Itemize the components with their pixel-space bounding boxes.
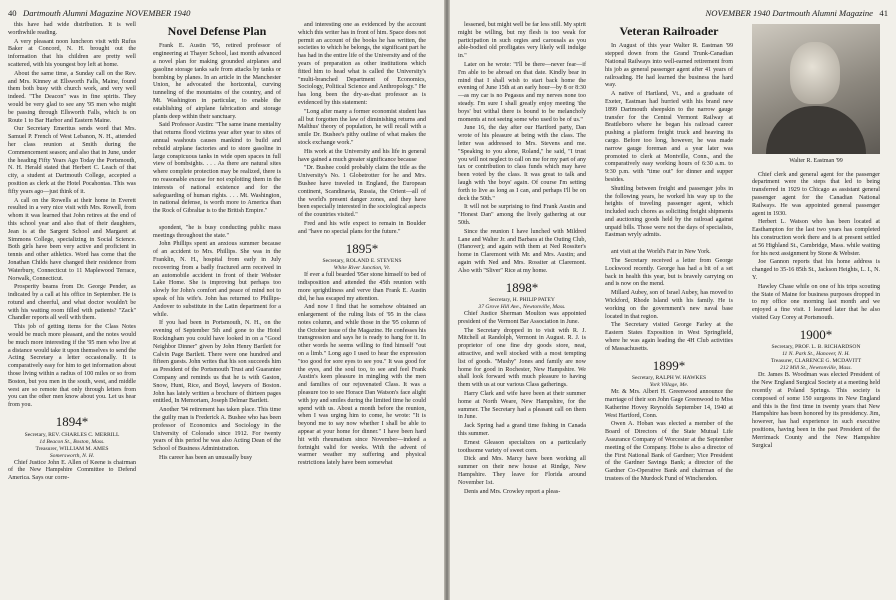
secretary-address: 11 N. Park St., Hanover, N. H.: [782, 351, 850, 358]
secretary-name: PROF. L. B. RICHARDSON: [795, 344, 861, 351]
paragraph: Our Secretary Emeritus sends word that Mrs. Samuel P. French of West Lebanon, N. H., attended her class reunion at Smith during the Commencement season; and also that in June, under the heading Fifty Years Ago Today the Portsmouth, N. H. Herald stated that Herbert C. Leach of that city, a student at Dartmouth College, accepted a position as clerk at the Hotel Pocahontas. This was fifty years ago—just think of it.: [8, 126, 136, 195]
treasurer-label: Treasurer,: [35, 445, 58, 452]
class-secretary: [298, 258, 426, 265]
treasurer-address: 212 Mill St., Newtonville, Mass.: [780, 365, 852, 372]
paragraph: Hawley Chase while on one of his trips scouting the State of Maine for business purposes dropped in to my office one morning last month and we enjoyed a fine visit. I learned later that he also visited Guy Corey at Portsmouth.: [752, 283, 880, 322]
paragraph: About the same time, a Sunday call on the Rev. and Mrs. Kinney at Ellsworth Falls, Maine, found them both busy with church work, and very well indeed. "The Deacon" was in fine spirits. They would be very glad to see any '95 men who might be passing through Ellsworth Falls, which is on Route 1 to Bar Harbor and Eastern Maine.: [8, 70, 136, 124]
secretary-address: York Village, Me.: [649, 382, 689, 389]
secretary-address: 37 Grove Hill Ave., Newtonville, Mass.: [478, 304, 566, 311]
article-title: Novel Defense Plan: [167, 24, 267, 38]
secretary-name: RALPH W. HAWKES: [655, 375, 707, 382]
paragraph: this have had wide distribution. It is well worthwhile reading.: [8, 22, 136, 36]
paragraph: lessened, but might well be far less still. My spirit might be willing, but my flesh is too weak for participation in such orgies and carousals as you able-bodied old profligates very likely will indulge in.": [458, 22, 586, 60]
paragraph: If you had been in Portsmouth, N. H., on the evening of September 5th and gone to the Hotel Rockingham you could have looked in on a "Good Neighbor Dinner" given by John Henry Bartlett for Calvin Page Bartlett. There were one hundred and fifteen guests. John writes that his son succeeds him as President of the Portsmouth Trust and Guarantee Company and reminds us that he is with Gaston, Snow, Hunt, Rice, and Boyd, lawyers of Boston. John has lately written a brochure of thirteen pages entitled, In Memoriam, Joseph Delmar Bartlett.: [153, 320, 281, 405]
paragraph: Dick and Mrs. Marcy have been working all summer on their new house at Rindge, New Hampshire. They leave for Florida around November 1st.: [458, 456, 586, 486]
paragraph: Since the reunion I have lunched with Mildred Lane and Walter Jr. and Barbara at the Outing Club, (Hanover); and again with them at Ned Rossiter's home in Claremont with Mr. and Mrs. Austin; and again with Ned and Mrs. Rossiter at Claremont. Also with "Sliver" Rice at my home.: [458, 228, 586, 274]
secretary-name: REV. CHARLES C. MERRILL: [48, 431, 120, 438]
paragraph: spondent, "he is busy conducting public mass meetings throughout the state.": [153, 224, 281, 239]
portrait-photo: [752, 24, 880, 154]
paragraph: and interesting one as evidenced by the account which this writer has in front of him. Space does not permit an account of the books he has written, the societies to which he belongs, the significant part he has had in the entire life of the University and of the years of preparation as other institutions which fitted him to head what is called the University's "multi-branched Department of Economics, Sociology, Political Science and Anthropology." He has long been the dry-as-dust professor as is evidenced by this statement:: [298, 22, 426, 106]
class-year-heading: 1899*: [652, 357, 686, 373]
right-running-head: [706, 8, 888, 18]
paragraph: Said Professor Austin: "The same inane mentality that returns flood victims year after year to sites of annual washouts causes mankind to build and rebuild airplane factories and to store gasoline in large conspicuous tanks in wide open spaces in full view of bombsights. . . . As there are natural sites where complete protection may be realized, there is no reasonable excuse for not exploiting them in the interests of national existence and for the safeguarding of human rights. . . . Mt. Washington, in national defense, is worth more to America than the Rock of Gibraltar is to the British Empire.": [153, 122, 281, 215]
paragraph: ant visit at the World's Fair in New York.: [611, 249, 711, 256]
paragraph: Denis and Mrs. Crowley report a pleas-: [464, 488, 561, 495]
class-secretary: [458, 297, 586, 304]
class-secretary: [752, 344, 880, 351]
right-column-3: [752, 22, 880, 451]
secretary-label: Secretary,: [631, 375, 655, 382]
left-column-3: [298, 22, 426, 469]
secretary-name: ROLAND E. STEVENS: [346, 258, 402, 265]
secretary-label: Secretary,: [322, 258, 345, 265]
secretary-address: 14 Beacon St., Boston, Mass.: [39, 438, 105, 445]
paragraph: Millard Aubey, son of Israel Aubey, has moved to Wickford, Rhode Island with his family. He is working on the government's new naval base located in that region.: [605, 290, 733, 320]
paragraph: A native of Hartland, Vt., and a graduate of Exeter, Eastman had hurried with his brand new 1899 Dartmouth sheepskin to the narrow gauge transfer for the Central Vermont Railway at Brattleboro where he began his railroad career pushing a platform freight truck and heaving its cargo. Before too long, however, he was made narrow gauge foreman and a year later was promoted to clerk at Montville, Conn., and the comparatively easy working hours of 6:30 a.m. to 9:30 p.m. with "time out" for dinner and supper besides.: [605, 91, 733, 183]
photo-caption: Walter R. Eastman '99: [789, 158, 843, 164]
paragraph: Later on he wrote: "I'll be there—never fear—if I'm able to be abroad on that date. Kindly bear in mind that I shall wish to start back home the evening of June 15th at an early hour—by 8 or 8:30—as my car is no Pegasus and my nerves none too steady. I'm sure I shall greatly enjoy meeting 'the boys' but withal there is bound to be melancholy moments at not seeing some who used to be of us.": [458, 61, 586, 123]
paragraph: The Secretary dropped in to visit with R. J. Mitchell at Randolph, Vermont in August. R. J. is proprietor of one fine dry goods store, neat, attractive, and well stocked with a most tempting list of goods. "Mushy" Jones and family are now home for good in Rochester, New Hampshire. We shall look forward with much pleasure to having them with us at our various Class gatherings.: [458, 327, 586, 389]
paragraph: A very pleasant noon luncheon visit with Rufus Baker at Concord, N. H. brought out the information that his children are pretty well scattered, with his youngest boy left at home.: [8, 38, 136, 68]
paragraph: If ever a full bearded '95er stone himself to bed of indisposition and attended the 45th reunion with more sprightliness and verve than Frank E. Austin did, he has escaped my attention.: [298, 272, 426, 302]
paragraph: Prosperity beams from Dr. George Pender, as indicated by a call at his office in September. He is rotund and cheerful, and what doctor wouldn't be with his waiting room filled with patients? "Zack" Chandler reports all well with them.: [8, 284, 136, 322]
right-column-2: [605, 22, 733, 485]
paragraph: This job of getting items for the Class Notes would be much more pleasant, and the notes would be much more interesting if the '95 men who live at a distance would take it upon themselves to send the Acting Secretary a letter occasionally. It is comparatively easy for him to get information about those living within a radius of 100 miles or so from Boston, but you men in the south, west, and middle west are so remote that only through letters from you can the other men know about you. Let us hear from you.: [8, 324, 136, 409]
paragraph: "Dr. Bushee could probably claim the title as the University's No. 1 Globetrotter for he and Mrs. Bushee have traveled in England, the European continent, Scandinavia, Russia, the Orient—all of the world's present danger zones, and they have been especially interested in the sociological aspects of the countries visited.": [298, 165, 426, 219]
left-page-number: 40: [8, 8, 17, 18]
secretary-label: Secretary,: [489, 297, 512, 304]
class-secretary: [8, 432, 136, 439]
paragraph: Chief Justice Sherman Moulton was appointed president of the Vermont Bar Association in June.: [458, 311, 586, 325]
paragraph: His career has been an unusually busy: [159, 455, 253, 461]
paragraph: "Long after many a former economist student has all but forgotten the law of diminishing returns and Malthus' theory of population, he will recall with a smile Dr. Bushee's pithy outline of what makes the stock exchange work.": [298, 108, 426, 146]
treasurer-address: Somersworth, N. H.: [49, 452, 95, 459]
secretary-label: Secretary,: [771, 344, 794, 351]
class-year-heading: 1900*: [799, 326, 833, 342]
paragraph: The Secretary received a letter from George Lockwood recently. George has had a bit of a set back in health this year, but is bravely carrying on and is now on the mend.: [605, 258, 733, 288]
article-title: Veteran Railroader: [619, 24, 719, 38]
secretary-name: H. PHILIP PATEY: [512, 297, 555, 304]
paragraph: Another '94 retirement has taken place. This time the guilty man is Frederick A. Bushee who has been professor of Economics and Sociology in the University of Colorado since 1912. For twenty years of this period he was also Acting Dean of the School of Business Administration.: [153, 407, 281, 453]
left-page: [0, 0, 444, 600]
paragraph: June 16, the day after our Hartford party, Dan wrote of his pleasure at being with the class. The letter was addressed to Mrs. Stevens and me. "Speaking to you alone, Roland," he said, "I trust you will not neglect to call on me for my part of any tax or contribution to class funds which may have been voted by the class. It was great to talk and laugh with 'the boys' again. Of course I'm setting forth to live as long as I can, and perhaps I'll be on deck the 50th.": [458, 125, 586, 202]
paragraph: Joe Gannon reports that his home address is changed to 35-16 85th St., Jackson Heights, L. I., N. Y.: [752, 259, 880, 282]
treasurer-label: Treasurer,: [770, 358, 794, 365]
paragraph: Jack Spring had a grand time fishing in Canada this summer.: [458, 423, 586, 438]
paragraph: John Phillips spent an anxious summer because of an accident to Mrs. Phillips. She was in the Franklin, N. H., hospital from early in July recovering from a badly fractured arm received in an automobile accident in front of their Webster Lake Home. She is improving but perhaps too slowly for John's comfort and peace of mind not to speak of his wife's. John has returned to Phillips-Andover to substitute in the Latin department for a while.: [153, 241, 281, 318]
left-column-1: [8, 22, 136, 484]
treasurer-name: CLARENCE G. MCDAVITT: [794, 358, 862, 365]
left-column-2: [153, 22, 281, 464]
paragraph: The Secretary visited George Farley at the Eastern States Exposition in West Springfield, where he was again leading the 4H Club activities of Massachusetts.: [605, 322, 733, 352]
paragraph: It will not be surprising to find Frank Austin and "Honest Dan" among the lively gathering at our 50th.: [458, 204, 586, 226]
paragraph: Harry Clark and wife have been at their summer home at North Weare, New Hampshire, for the summer. The Secretary had a pleasant call on them in June.: [458, 391, 586, 421]
right-column-1: [458, 22, 586, 497]
paragraph: Chief clerk and general agent for the passenger department were the steps that led to being transferred in 1929 to Chicago as assistant general passenger agent for the Canadian National Railways. He was appointed general passenger agent in 1930.: [752, 171, 880, 217]
paragraph: Shuttling between freight and passenger jobs in the following years, he worked his way up to the heights of traveling passenger agent, which included such chores as soliciting freight shipments and auctioning goods held by the railroad against unpaid bills. Those were not the days of specialists, Eastman wryly admits.: [605, 185, 733, 239]
left-header-title: Dartmouth Alumni Magazine NOVEMBER 1940: [23, 8, 191, 18]
secretary-label: Secretary,: [24, 431, 47, 438]
paragraph: Dr. James B. Woodman was elected President of the New England Surgical Society at a meeting held recently at Poland Springs. This society is composed of some 150 surgeons in New England and this is the first time in twenty years that New Hampshire has been honored by its presidency. Jim, however, has had experience in such executive positions, having been in the past President of the Merrimack County and the New Hampshire Surgical: [752, 372, 880, 449]
portrait-face: [790, 42, 840, 104]
class-secretary: [605, 375, 733, 382]
portrait-suit: [766, 106, 866, 154]
right-page-number: 41: [879, 8, 888, 18]
paragraph: Owen A. Hoban was elected a member of the Board of Directors of the State Mutual Life Assurance Company of Worcester at the September meeting of the Company. Hobe is also a director of the First National Bank of Gardner; Vice President of the Gardner Savings Bank; a director of the Gardner Co-Operative Bank and chairman of the trustees of the Murdock Fund of Winchendon.: [605, 421, 733, 482]
paragraph: His work at the University and his life in general have gained a much greater significance because: [298, 148, 426, 163]
right-header-title: NOVEMBER 1940 Dartmouth Alumni Magazine: [705, 8, 873, 18]
treasurer-name: WILLIAM M. AMES: [59, 445, 109, 452]
class-year-heading: 1895*: [345, 240, 379, 256]
secretary-address: White River Junction, Vt.: [333, 265, 391, 272]
paragraph: Frank E. Austin '95, retired professor of engineering at Thayer School, last month advanced a novel plan for making grounded airplanes and gasoline storage tanks safe from attacks by tanks or bombing by planes. In an article in the Manchester Union, he advocated the horizontal, curving tunneling of the mountains of the country, and of Mt. Washington in particular, to enable the establishing of airplane fabrication and storage plants deep within their sanctuary.: [153, 43, 281, 120]
paragraph: And now I find that he somehow obtained an enlargement of the ruling lists of '95 in the class notes column, and while those in the '95 column of the October issue of the Magazine. He confesses his transgression and says he is ready to hang for it. In other words he seems willing to find himself "out on a limb." Long ago I used to hear the expression "too good for sore eyes to see you." It was good for the eyes, and the soul too, to see and feel Frank Austin's keen pleasure in mingling with the men and families of our rejuvenated Class. It was a pleasure too to see Horace Dan Watson's face alight with joy and smiles during the limited time he could spend with us. About a month before the reunion, when I was urging him to come, he wrote: "It is beyond me to say now whether I shall be able to appear at your home for dinner." I have been hard hit with rheumatism since November—indeed a fortnight valid for weeks. With the advent of warmer weather my suffering and physical restrictions lately have been somewhat: [298, 304, 426, 467]
class-year-heading: 1894*: [55, 414, 89, 430]
paragraph: Fred and his wife expect to remain in Boulder and "have no special plans for the future.": [298, 220, 426, 235]
paragraph: Mr. & Mrs. Albert H. Greenwood announce the marriage of their son John Gage Greenwood to Miss Katherine Hovey Reynolds September 14, 1940 at West Hartford, Conn.: [605, 389, 733, 419]
paragraph: Chief Justice John E. Allen of Keene is chairman of the New Hampshire Committee to Defend America. Says our corre-: [8, 459, 136, 482]
right-page: [450, 0, 896, 600]
paragraph: In August of this year Walter R. Eastman '99 stepped down from the Grand Trunk-Canadian National Railways into well-earned retirement from his job as general passenger agent after 41 years of railroading. He had learned the business the hard way.: [605, 43, 733, 89]
left-running-head: [8, 8, 190, 18]
paragraph: Ernest Gleason specializes on a particularly toothsome variety of sweet corn.: [458, 439, 586, 454]
class-treasurer: [8, 446, 136, 453]
class-year-heading: 1898*: [505, 279, 539, 295]
paragraph: Herbert L. Watson who has been located at Easthampton for the last two years has completed his construction work there and is at present settled at 56 Highland St., Cambridge, Mass. while waiting for his next assignment by Stone & Webster.: [752, 219, 880, 257]
class-treasurer: [752, 358, 880, 365]
paragraph: A call on the Rowells at their home in Everett resulted in a very nice visit with Mrs. Rowell, from whom it was learned that John retires at the end of this school year and also that of their daughters, Jean is at the Sargent School and Margaret at Simmons College, specializing in Social Science. Both girls have been very active and proficient in tennis and other athletics. Word has come that the Jonathan Childs have changed their residence from Waterbury, Connecticut to 11 Maplewood Terrace, Norwalk, Connecticut.: [8, 197, 136, 282]
